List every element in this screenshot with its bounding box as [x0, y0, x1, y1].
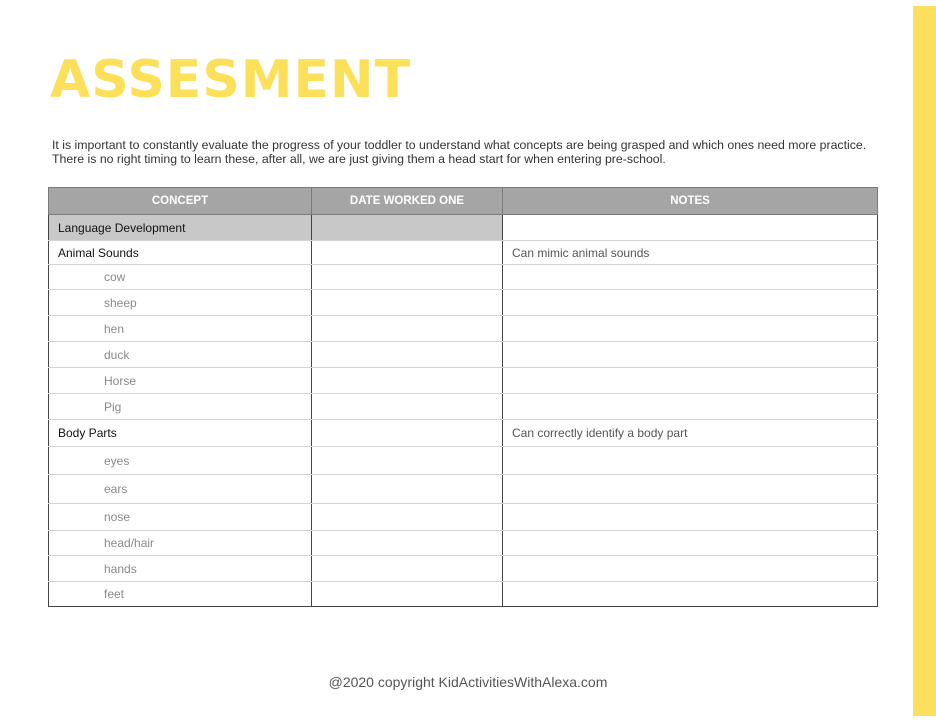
notes-cell[interactable]	[503, 394, 878, 420]
date-cell[interactable]	[312, 556, 503, 582]
category-label: Body Parts	[49, 420, 312, 447]
date-cell[interactable]	[312, 290, 503, 316]
date-cell[interactable]	[312, 394, 503, 420]
table-row	[49, 316, 878, 342]
notes-cell[interactable]	[503, 447, 878, 475]
item-label: hen	[49, 316, 312, 342]
table-row	[49, 475, 878, 504]
notes-cell[interactable]	[503, 582, 878, 607]
table-row	[49, 368, 878, 394]
intro-line-2: There is no right timing to learn these, after all, we are just giving them a head start for when entering pre-school.	[52, 152, 666, 166]
section-date-cell	[312, 215, 503, 241]
date-cell[interactable]	[312, 475, 503, 504]
category-label: Animal Sounds	[49, 241, 312, 265]
notes-cell[interactable]	[503, 342, 878, 368]
item-label: feet	[49, 582, 312, 607]
header-notes: NOTES	[503, 188, 878, 215]
section-notes-cell	[503, 215, 878, 241]
item-label: hands	[49, 556, 312, 582]
date-cell[interactable]	[312, 447, 503, 475]
header-concept: CONCEPT	[49, 188, 312, 215]
intro-paragraph	[52, 138, 912, 166]
item-label: head/hair	[49, 531, 312, 556]
date-cell[interactable]	[312, 368, 503, 394]
notes-cell[interactable]: Can correctly identify a body part	[503, 420, 878, 447]
table-row	[49, 504, 878, 531]
section-label: Language Development	[49, 215, 312, 241]
notes-cell[interactable]	[503, 556, 878, 582]
item-label: cow	[49, 265, 312, 290]
notes-cell[interactable]: Can mimic animal sounds	[503, 241, 878, 265]
date-cell[interactable]	[312, 582, 503, 607]
table-header-row	[49, 188, 878, 215]
table-row	[49, 342, 878, 368]
date-cell[interactable]	[312, 342, 503, 368]
table-row	[49, 394, 878, 420]
item-label: nose	[49, 504, 312, 531]
intro-line-1: It is important to constantly evaluate the progress of your toddler to understand what concepts are being grasped and which ones need more practice.	[52, 138, 867, 152]
item-label: Pig	[49, 394, 312, 420]
table-row	[49, 290, 878, 316]
item-label: eyes	[49, 447, 312, 475]
notes-cell[interactable]	[503, 531, 878, 556]
notes-cell[interactable]	[503, 290, 878, 316]
table-row	[49, 556, 878, 582]
table-row	[49, 420, 878, 447]
table-row	[49, 241, 878, 265]
assessment-table	[48, 187, 878, 607]
date-cell[interactable]	[312, 531, 503, 556]
notes-cell[interactable]	[503, 475, 878, 504]
side-accent-bar	[913, 6, 936, 716]
table-row	[49, 447, 878, 475]
table-row	[49, 265, 878, 290]
table-row	[49, 582, 878, 607]
section-row	[49, 215, 878, 241]
notes-cell[interactable]	[503, 368, 878, 394]
notes-cell[interactable]	[503, 316, 878, 342]
item-label: ears	[49, 475, 312, 504]
item-label: sheep	[49, 290, 312, 316]
date-cell[interactable]	[312, 316, 503, 342]
item-label: duck	[49, 342, 312, 368]
page-title: ASSESMENT	[50, 50, 412, 110]
notes-cell[interactable]	[503, 265, 878, 290]
table-row	[49, 531, 878, 556]
header-date-worked: DATE WORKED ONE	[312, 188, 503, 215]
copyright-footer: @2020 copyright KidActivitiesWithAlexa.com	[328, 674, 608, 690]
date-cell[interactable]	[312, 265, 503, 290]
date-cell[interactable]	[312, 420, 503, 447]
notes-cell[interactable]	[503, 504, 878, 531]
date-cell[interactable]	[312, 241, 503, 265]
item-label: Horse	[49, 368, 312, 394]
date-cell[interactable]	[312, 504, 503, 531]
